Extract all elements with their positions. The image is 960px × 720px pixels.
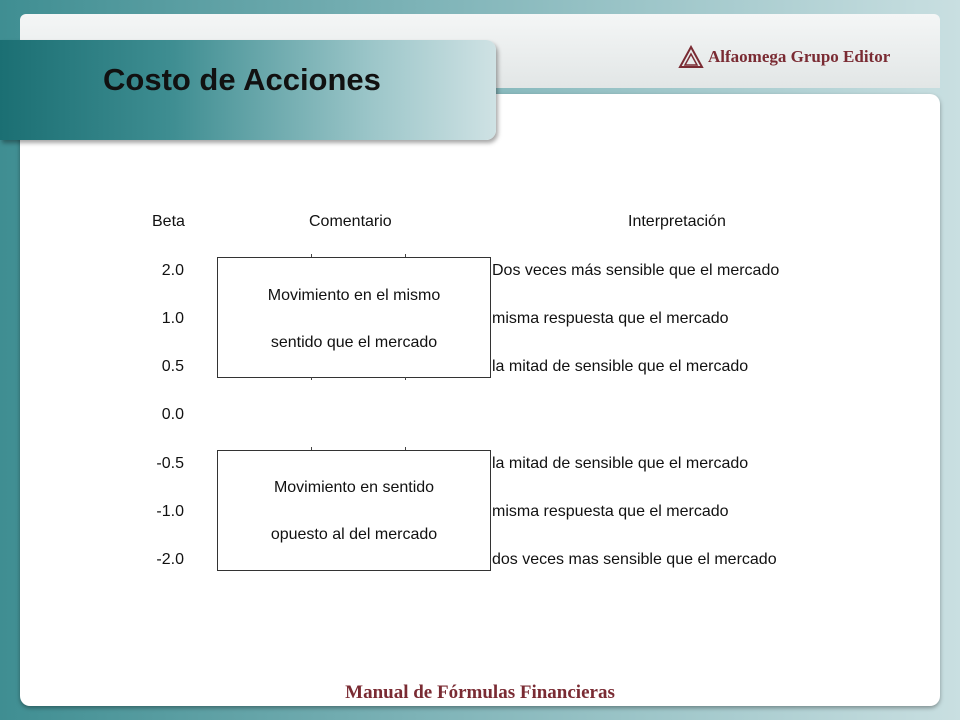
interpretation-text: Dos veces más sensible que el mercado: [492, 262, 780, 279]
beta-value: 2.0: [161, 262, 184, 279]
interpretation-text: misma respuesta que el mercado: [492, 310, 729, 327]
comment-text: opuesto al del mercado: [270, 526, 438, 543]
tick-mark: [311, 377, 312, 380]
interpretation-text: dos veces mas sensible que el mercado: [492, 551, 777, 568]
interpretation-text: la mitad de sensible que el mercado: [492, 358, 749, 375]
comment-text: Movimiento en sentido: [273, 479, 435, 496]
comment-box-negative: [217, 450, 491, 571]
brand: [678, 42, 890, 72]
comment-text: Movimiento en el mismo: [267, 287, 441, 304]
header-comment: Comentario: [309, 213, 392, 230]
slide-title: Costo de Acciones: [103, 62, 381, 97]
interpretation-text: misma respuesta que el mercado: [492, 503, 729, 520]
tick-mark: [405, 447, 406, 450]
beta-value: -0.5: [156, 455, 184, 472]
beta-value: 1.0: [161, 310, 184, 327]
beta-value: 0.0: [161, 406, 184, 423]
beta-value: -1.0: [156, 503, 184, 520]
content-panel: [20, 94, 940, 706]
header-beta: Beta: [152, 213, 185, 230]
tick-mark: [405, 377, 406, 380]
tick-mark: [405, 254, 406, 257]
header-interpretation: Interpretación: [628, 213, 726, 230]
footer-title: Manual de Fórmulas Financieras: [345, 682, 615, 703]
comment-box-positive: [217, 257, 491, 378]
interpretation-text: la mitad de sensible que el mercado: [492, 455, 749, 472]
brand-name: Alfaomega Grupo Editor: [708, 47, 891, 66]
triangle-logo-icon: [678, 45, 704, 69]
tick-mark: [311, 254, 312, 257]
tick-mark: [311, 447, 312, 450]
comment-text: sentido que el mercado: [270, 334, 438, 351]
beta-value: 0.5: [161, 358, 184, 375]
beta-value: -2.0: [156, 551, 184, 568]
